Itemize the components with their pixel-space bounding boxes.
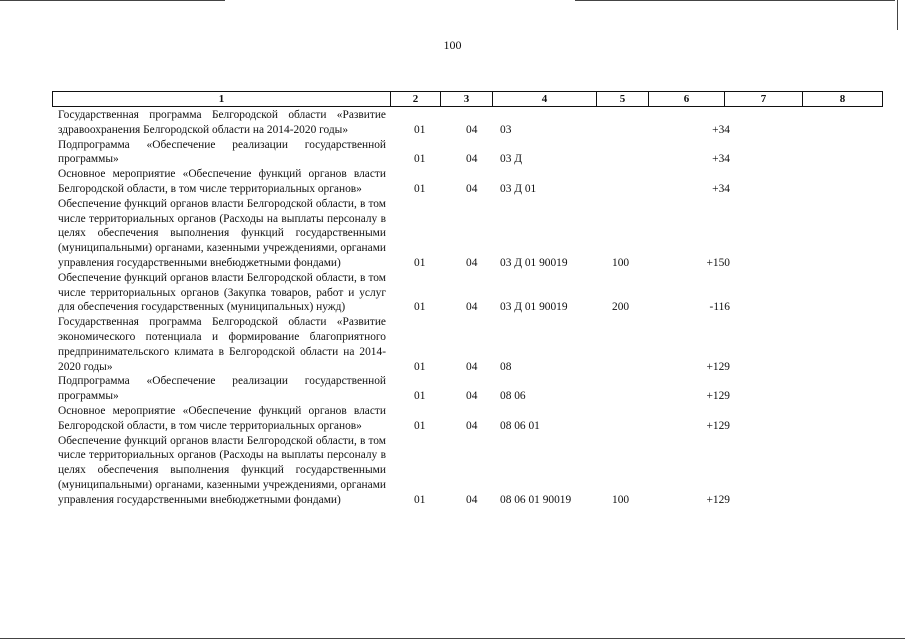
table-row xyxy=(52,434,882,508)
table-row xyxy=(52,374,882,404)
row-amount: +34 xyxy=(712,123,730,136)
row-target-code: 03 Д 01 90019 xyxy=(500,256,568,269)
row-target-code: 08 06 xyxy=(500,390,526,403)
row-subsection: 04 xyxy=(466,390,478,403)
row-section: 01 xyxy=(414,123,426,136)
column-header-8: 8 xyxy=(803,92,883,107)
row-subsection: 04 xyxy=(466,360,478,373)
row-description: Обеспечение функций органов власти Белгородской области, в том числе территориальных органов (Расходы на выплаты персоналу в целях обеспечения выполнения функций государственными (муниципальными) органами, казенными учреждениями, органами управления государственными внебюджетными фондами) xyxy=(58,197,386,269)
row-description: Подпрограмма «Обеспечение реализации государственной программы» xyxy=(58,138,386,166)
row-target-code: 08 06 01 90019 xyxy=(500,493,572,506)
row-subsection: 04 xyxy=(466,123,478,136)
table-row xyxy=(52,138,882,168)
row-subsection: 04 xyxy=(466,301,478,314)
row-description: Обеспечение функций органов власти Белгородской области, в том числе территориальных органов (Закупка товаров, работ и услуг для обеспечения государственных (муниципальных) нужд) xyxy=(58,271,386,314)
row-section: 01 xyxy=(414,493,426,506)
row-target-code: 03 Д 01 90019 xyxy=(500,301,568,314)
column-header-1: 1 xyxy=(53,92,391,107)
row-section: 01 xyxy=(414,390,426,403)
row-subsection: 04 xyxy=(466,182,478,195)
table-row xyxy=(52,108,882,138)
column-header-4: 4 xyxy=(493,92,597,107)
row-description: Подпрограмма «Обеспечение реализации государственной программы» xyxy=(58,375,386,403)
row-amount: +34 xyxy=(712,182,730,195)
scan-artifact-top-right xyxy=(575,0,895,1)
column-header-5: 5 xyxy=(597,92,649,107)
row-subsection: 04 xyxy=(466,493,478,506)
row-target-code: 03 xyxy=(500,123,512,136)
row-amount: +129 xyxy=(706,419,730,432)
row-amount: +129 xyxy=(706,390,730,403)
column-header-6: 6 xyxy=(649,92,725,107)
row-section: 01 xyxy=(414,419,426,432)
row-section: 01 xyxy=(414,153,426,166)
row-subsection: 04 xyxy=(466,256,478,269)
page-number: 100 xyxy=(443,38,462,52)
row-expense-type: 200 xyxy=(612,301,630,314)
scan-artifact-top-left xyxy=(0,0,225,1)
row-description: Государственная программа Белгородской области «Развитие экономического потенциала и формирование благоприятного предпринимательского климата в Белгородской области на 2014-2020 годы» xyxy=(58,316,386,373)
table-row xyxy=(52,315,882,374)
column-header-7: 7 xyxy=(725,92,803,107)
table-row xyxy=(52,197,882,271)
budget-rows xyxy=(52,108,882,508)
scan-artifact-right-edge xyxy=(897,0,898,30)
row-section: 01 xyxy=(414,301,426,314)
row-section: 01 xyxy=(414,256,426,269)
row-amount: +34 xyxy=(712,153,730,166)
row-description: Обеспечение функций органов власти Белгородской области, в том числе территориальных органов (Расходы на выплаты персоналу в целях обеспечения выполнения функций государственными (муниципальными) органами, казенными учреждениями, органами управления государственными внебюджетными фондами) xyxy=(58,434,386,506)
row-expense-type: 100 xyxy=(612,256,630,269)
row-expense-type: 100 xyxy=(612,493,630,506)
row-target-code: 03 Д 01 xyxy=(500,182,537,195)
column-header-table xyxy=(52,91,883,107)
row-target-code: 08 xyxy=(500,360,512,373)
row-section: 01 xyxy=(414,182,426,195)
row-subsection: 04 xyxy=(466,153,478,166)
row-target-code: 03 Д xyxy=(500,153,523,166)
row-section: 01 xyxy=(414,360,426,373)
column-header-3: 3 xyxy=(441,92,493,107)
table-row xyxy=(52,167,882,197)
row-amount: +129 xyxy=(706,360,730,373)
row-amount: +129 xyxy=(706,493,730,506)
row-target-code: 08 06 01 xyxy=(500,419,540,432)
column-header-2: 2 xyxy=(391,92,441,107)
row-description: Основное мероприятие «Обеспечение функций органов власти Белгородской области, в том числе территориальных органов» xyxy=(58,404,386,432)
table-row xyxy=(52,271,882,315)
row-subsection: 04 xyxy=(466,419,478,432)
row-description: Государственная программа Белгородской области «Развитие здравоохранения Белгородской области на 2014-2020 годы» xyxy=(58,109,386,136)
row-description: Основное мероприятие «Обеспечение функций органов власти Белгородской области, в том числе территориальных органов» xyxy=(58,168,386,195)
row-amount: -116 xyxy=(709,301,730,314)
scan-artifact-bottom xyxy=(0,638,905,639)
table-row xyxy=(52,404,882,434)
row-amount: +150 xyxy=(706,256,730,269)
